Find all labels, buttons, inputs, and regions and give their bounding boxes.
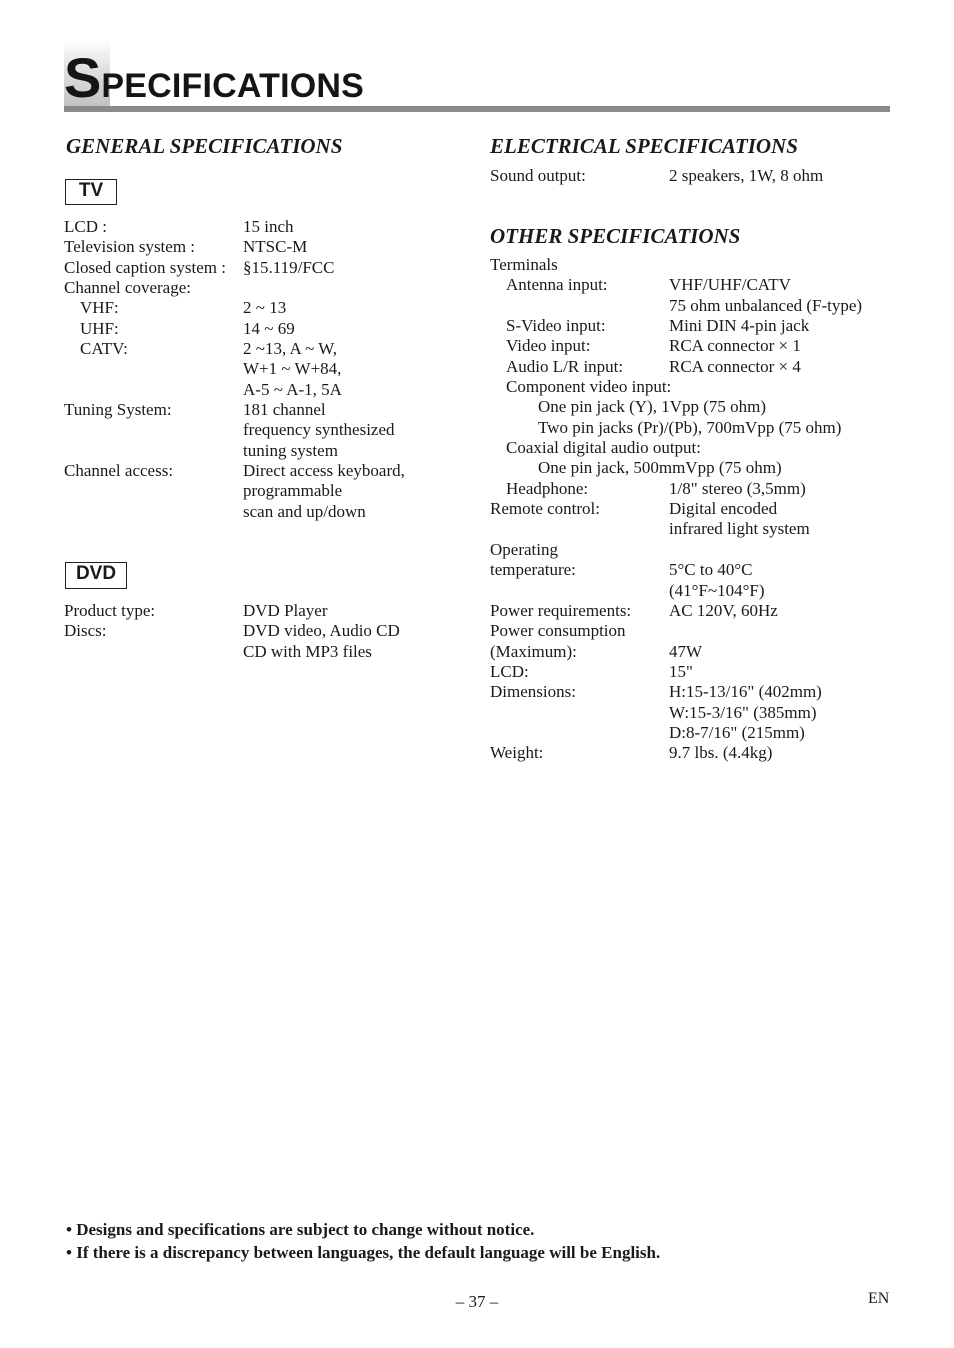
- spec-row: [490, 519, 890, 539]
- spec-label: Video input:: [506, 336, 591, 356]
- spec-label: One pin jack, 500mmVpp (75 ohm): [538, 458, 782, 478]
- spec-label: Two pin jacks (Pr)/(Pb), 700mVpp (75 ohm): [538, 417, 842, 437]
- spec-value: AC 120V, 60Hz: [669, 600, 778, 620]
- spec-row: [490, 438, 890, 458]
- spec-row: [64, 601, 464, 621]
- spec-row: [490, 458, 890, 478]
- spec-row: [64, 359, 464, 379]
- spec-value: 14 ~ 69: [243, 318, 295, 338]
- spec-row: [490, 601, 890, 621]
- spec-label: Channel access:: [64, 461, 174, 481]
- spec-value: 2 ~ 13: [243, 298, 287, 318]
- spec-row: [490, 166, 890, 186]
- spec-row: [490, 316, 890, 336]
- spec-value: 47W: [669, 641, 703, 661]
- spec-value: Direct access keyboard,: [243, 461, 405, 481]
- spec-value: A-5 ~ A-1, 5A: [243, 379, 342, 399]
- spec-value: (41°F~104°F): [669, 580, 765, 600]
- spec-value: 15": [669, 661, 693, 681]
- spec-row: [490, 560, 890, 580]
- spec-row: [64, 642, 464, 662]
- page-title: [64, 46, 365, 109]
- spec-row: [64, 621, 464, 641]
- spec-row: [490, 621, 890, 641]
- spec-value: Mini DIN 4-pin jack: [669, 316, 810, 336]
- spec-label: LCD:: [490, 661, 529, 681]
- spec-row: [64, 420, 464, 440]
- spec-row: [490, 743, 890, 763]
- spec-value: CD with MP3 files: [243, 641, 372, 661]
- spec-row: [64, 502, 464, 522]
- spec-row: [490, 723, 890, 743]
- title-rule: [64, 106, 890, 112]
- spec-row: [64, 339, 464, 359]
- spec-label: Antenna input:: [506, 275, 608, 295]
- spec-value: NTSC-M: [243, 237, 308, 257]
- spec-row: [64, 258, 464, 278]
- spec-row: [490, 479, 890, 499]
- spec-label: Power requirements:: [490, 600, 632, 620]
- spec-label: temperature:: [490, 560, 576, 580]
- spec-value: 181 channel: [243, 400, 326, 420]
- spec-value: frequency synthesized: [243, 420, 395, 440]
- spec-value: 15 inch: [243, 217, 294, 236]
- spec-label: Television system :: [64, 237, 196, 257]
- spec-row: [490, 296, 890, 316]
- spec-value: VHF/UHF/CATV: [669, 275, 791, 295]
- spec-row: [64, 400, 464, 420]
- spec-value: 9.7 lbs. (4.4kg): [669, 743, 773, 763]
- language-code: EN: [868, 1290, 890, 1307]
- spec-value: 2 speakers, 1W, 8 ohm: [669, 166, 824, 185]
- spec-row: [490, 642, 890, 662]
- spec-row: [64, 298, 464, 318]
- electrical-specs-heading: ELECTRICAL SPECIFICATIONS: [490, 134, 798, 158]
- spec-label: Dimensions:: [490, 682, 576, 702]
- spec-label: S-Video input:: [506, 316, 606, 336]
- spec-label: Component video input:: [506, 377, 672, 397]
- spec-row: [490, 418, 890, 438]
- spec-row: [490, 275, 890, 295]
- spec-row: [490, 540, 890, 560]
- spec-value: 1/8" stereo (3,5mm): [669, 478, 806, 498]
- spec-label: VHF:: [80, 298, 119, 318]
- spec-value: scan and up/down: [243, 501, 366, 521]
- spec-value: programmable: [243, 481, 343, 501]
- spec-row: [490, 336, 890, 356]
- spec-row: [64, 461, 464, 481]
- spec-value: 75 ohm unbalanced (F-type): [669, 295, 863, 315]
- other-specs-heading: OTHER SPECIFICATIONS: [490, 224, 741, 248]
- spec-value: tuning system: [243, 440, 338, 460]
- spec-row: [64, 380, 464, 400]
- spec-row: [64, 441, 464, 461]
- spec-row: [490, 703, 890, 723]
- spec-row: [64, 319, 464, 339]
- spec-value: infrared light system: [669, 519, 810, 539]
- spec-label: Power consumption: [490, 621, 626, 641]
- spec-row: [490, 662, 890, 682]
- spec-value: §15.119/FCC: [243, 257, 335, 277]
- spec-value: H:15-13/16" (402mm): [669, 682, 822, 702]
- tv-badge: TV: [65, 179, 117, 205]
- page-number: – 37 –: [455, 1292, 499, 1311]
- spec-value: W+1 ~ W+84,: [243, 359, 342, 379]
- page-title-rest: PECIFICATIONS: [101, 67, 365, 105]
- spec-row: [490, 377, 890, 397]
- spec-value: DVD Player: [243, 601, 328, 620]
- spec-label: CATV:: [80, 339, 128, 359]
- spec-row: [490, 682, 890, 702]
- spec-label: One pin jack (Y), 1Vpp (75 ohm): [538, 397, 767, 417]
- spec-label: Channel coverage:: [64, 278, 191, 298]
- spec-row: [490, 397, 890, 417]
- footnote-language-notice: • If there is a discrepancy between languages, the default language will be English.: [66, 1243, 661, 1262]
- spec-row: [490, 581, 890, 601]
- spec-row: [64, 217, 464, 237]
- spec-value: RCA connector × 4: [669, 356, 801, 376]
- spec-label: LCD :: [64, 217, 107, 236]
- spec-label: Remote control:: [490, 499, 601, 519]
- general-specs-heading: GENERAL SPECIFICATIONS: [66, 134, 343, 158]
- spec-row: [64, 481, 464, 501]
- spec-label: Weight:: [490, 743, 544, 763]
- spec-value: DVD video, Audio CD: [243, 621, 400, 641]
- spec-label: Terminals: [490, 255, 558, 274]
- spec-value: 2 ~13, A ~ W,: [243, 339, 337, 359]
- footnote-change-notice: • Designs and specifications are subject to change without notice.: [66, 1220, 535, 1239]
- spec-value: D:8-7/16" (215mm): [669, 722, 805, 742]
- spec-row: [64, 237, 464, 257]
- spec-row: [490, 255, 890, 275]
- spec-label: Sound output:: [490, 166, 586, 185]
- spec-label: Discs:: [64, 621, 107, 641]
- spec-label: Tuning System:: [64, 400, 172, 420]
- spec-label: (Maximum):: [490, 641, 577, 661]
- spec-value: W:15-3/16" (385mm): [669, 702, 817, 722]
- other-spec-list: [490, 255, 890, 764]
- dvd-spec-list: [64, 601, 464, 662]
- spec-label: Operating: [490, 539, 558, 559]
- spec-row: [64, 278, 464, 298]
- dvd-badge: DVD: [65, 562, 127, 589]
- spec-value: Digital encoded: [669, 499, 778, 519]
- spec-value: 5°C to 40°C: [669, 560, 753, 580]
- spec-label: Coaxial digital audio output:: [506, 438, 702, 458]
- spec-label: UHF:: [80, 318, 119, 338]
- footnotes: [66, 1218, 660, 1264]
- page-title-initial: S: [64, 46, 102, 109]
- tv-spec-list: [64, 217, 464, 522]
- electrical-spec-list: [490, 166, 890, 186]
- spec-label: Product type:: [64, 601, 156, 620]
- spec-value: RCA connector × 1: [669, 336, 801, 356]
- spec-label: Closed caption system :: [64, 257, 226, 277]
- spec-label: Headphone:: [506, 478, 589, 498]
- spec-row: [490, 357, 890, 377]
- spec-row: [490, 499, 890, 519]
- spec-label: Audio L/R input:: [506, 356, 624, 376]
